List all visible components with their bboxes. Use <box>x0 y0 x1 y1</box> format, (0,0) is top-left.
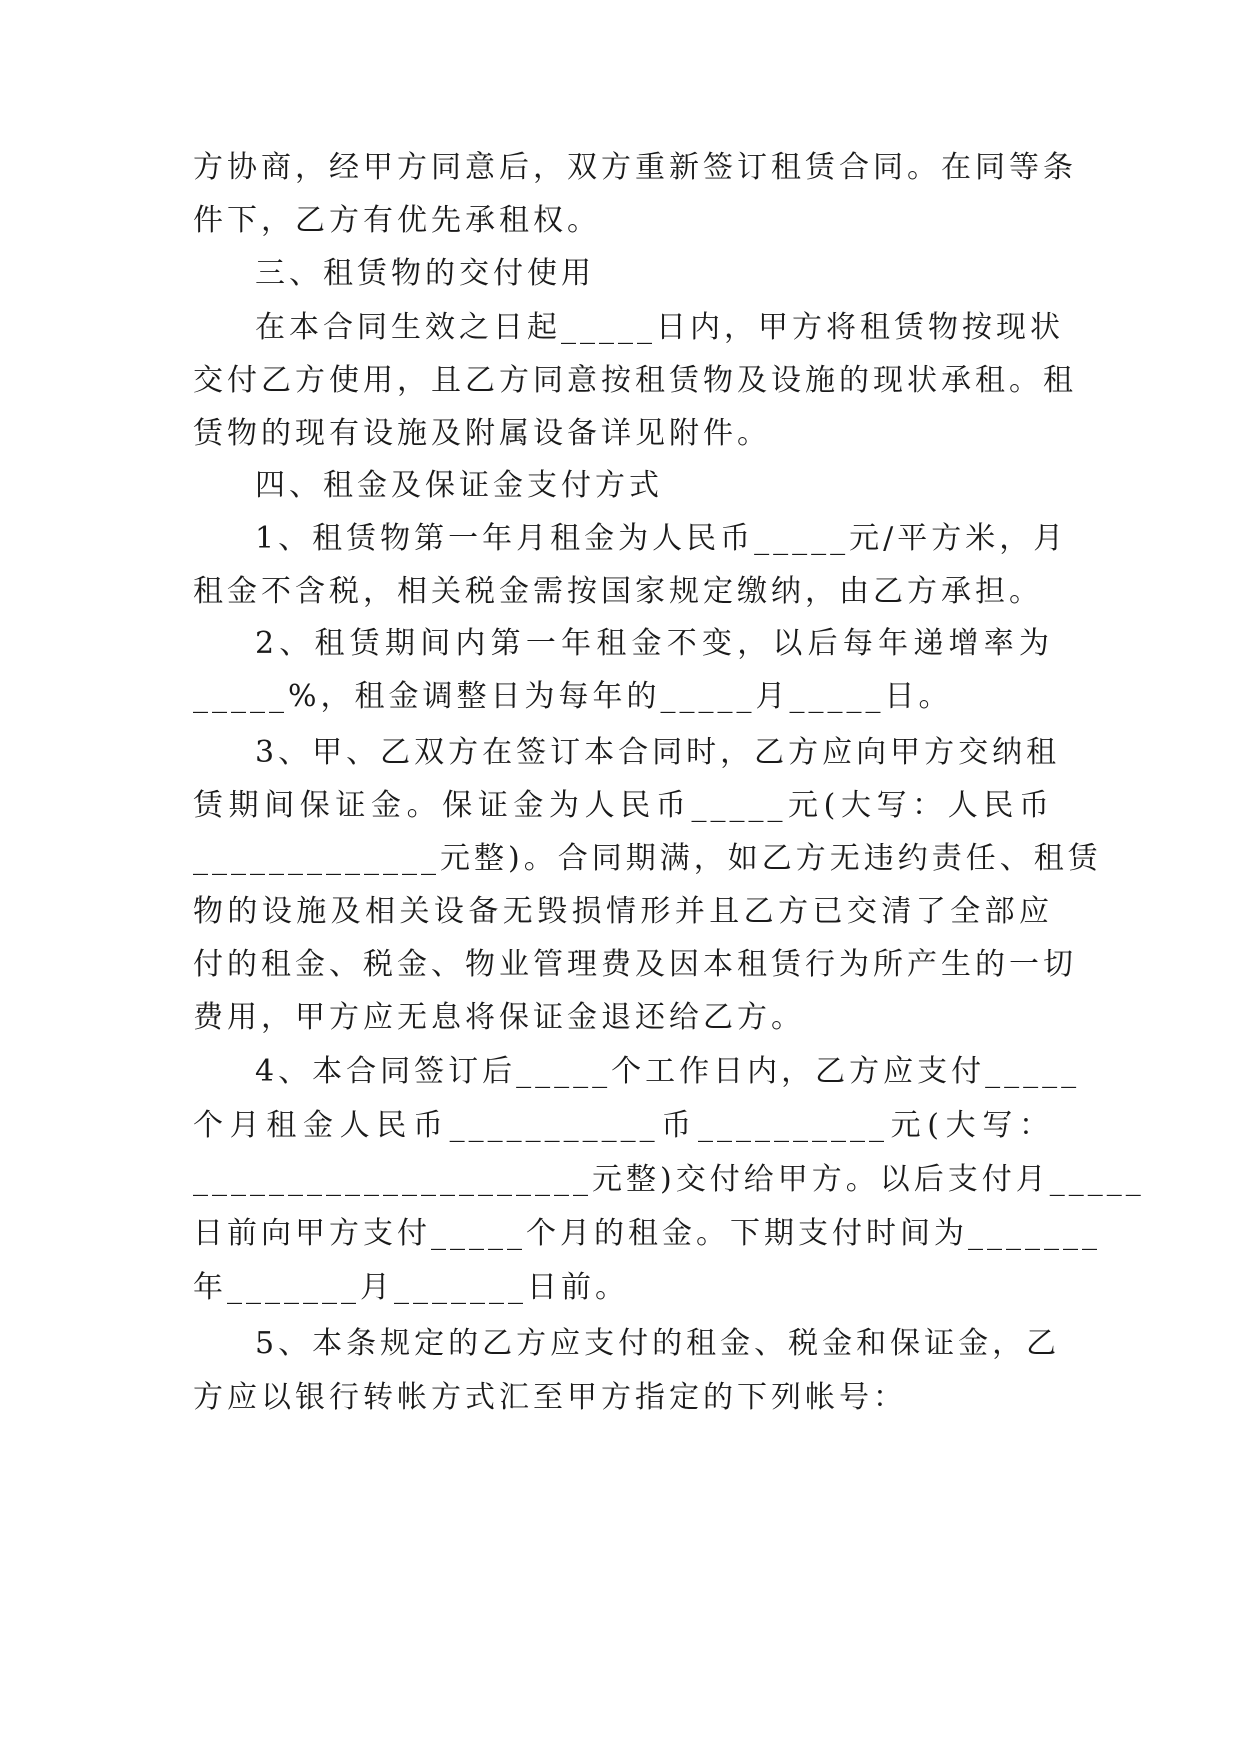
text-line: 4、本合同签订后_____个工作日内，乙方应支付_____ <box>255 1054 1081 1089</box>
text-line: _____________元整)。合同期满，如乙方无违约责任、租赁 <box>193 841 1102 876</box>
text-line: 个月租金人民币___________币__________元(大写： <box>193 1108 1053 1143</box>
text-line: 在本合同生效之日起_____日内，甲方将租赁物按现状 <box>255 310 1064 345</box>
text-line: 年_______月_______日前。 <box>193 1270 629 1305</box>
text-line: 日前向甲方支付_____个月的租金。下期支付时间为_______ <box>193 1216 1101 1251</box>
text-line: 方应以银行转帐方式汇至甲方指定的下列帐号： <box>193 1380 907 1415</box>
text-line: 2、租赁期间内第一年租金不变，以后每年递增率为 <box>255 626 1053 661</box>
section-heading: 三、租赁物的交付使用 <box>255 256 595 291</box>
text-line: 赁期间保证金。保证金为人民币_____元(大写：人民币 <box>193 788 1053 823</box>
text-line: _____%，租金调整日为每年的_____月_____日。 <box>193 679 953 714</box>
text-line: 租金不含税，相关税金需按国家规定缴纳，由乙方承担。 <box>193 574 1043 609</box>
text-line: 3、甲、乙双方在签订本合同时，乙方应向甲方交纳租 <box>255 735 1061 770</box>
text-line: 费用，甲方应无息将保证金退还给乙方。 <box>193 1000 805 1035</box>
text-line: 方协商，经甲方同意后，双方重新签订租赁合同。在同等条 <box>193 150 1077 185</box>
text-line: 付的租金、税金、物业管理费及因本租赁行为所产生的一切 <box>193 947 1077 982</box>
text-line: 交付乙方使用，且乙方同意按租赁物及设施的现状承租。租 <box>193 363 1077 398</box>
text-line: 物的设施及相关设备无毁损情形并且乙方已交清了全部应 <box>193 894 1053 929</box>
text-line: _____________________元整)交付给甲方。以后支付月_____ <box>193 1162 1145 1197</box>
text-line: 5、本条规定的乙方应支付的租金、税金和保证金，乙 <box>255 1326 1061 1361</box>
section-heading: 四、租金及保证金支付方式 <box>255 468 663 503</box>
text-line: 赁物的现有设施及附属设备详见附件。 <box>193 416 771 451</box>
text-line: 1、租赁物第一年月租金为人民币_____元/平方米，月 <box>255 521 1068 556</box>
text-line: 件下，乙方有优先承租权。 <box>193 203 601 238</box>
